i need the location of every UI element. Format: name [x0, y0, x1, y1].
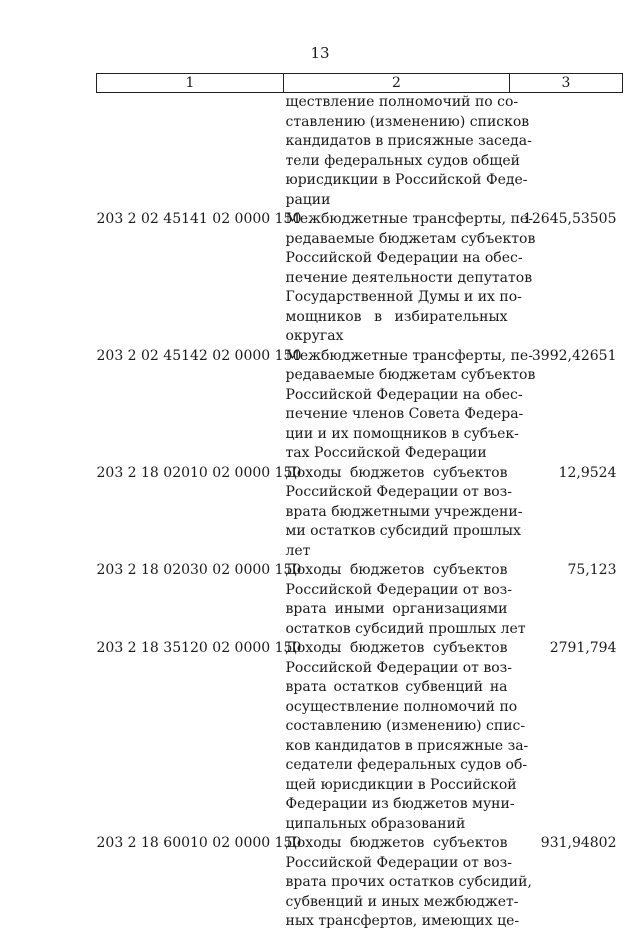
table-row: [97, 561, 623, 639]
description-line: Российской Федерации на обес-: [285, 386, 523, 403]
description-line: субвенций и иных межбюджет-: [285, 893, 519, 910]
description-line: врата прочих остатков субсидий,: [285, 874, 532, 890]
description-line: остатков субсидий прошлых лет: [285, 620, 526, 637]
description-line: кандидатов в присяжные заседа-: [285, 133, 532, 149]
description-line: печение деятельности депутатов: [285, 269, 533, 286]
description-line: округах: [285, 328, 344, 344]
description-line: Доходы бюджетов субъектов: [285, 640, 508, 656]
amount-value: 3992,42651: [531, 347, 617, 364]
table-row: [97, 347, 623, 464]
column-header-2: 2: [284, 74, 510, 93]
revenue-description: [284, 464, 523, 562]
description-line: ных трансфертов, имеющих це-: [285, 913, 520, 929]
description-line: Российской Федерации от воз-: [285, 484, 513, 500]
description-line: редаваемые бюджетам субъектов: [285, 230, 536, 247]
description-line: ков кандидатов в присяжные за-: [285, 737, 529, 754]
amount-value: [510, 93, 623, 211]
table-row: [97, 93, 623, 211]
description-line: осуществление полномочий по: [285, 698, 518, 715]
description-line: Доходы бюджетов субъектов: [285, 464, 508, 481]
description-line: врата бюджетными учреждени-: [285, 503, 523, 520]
classification-code: 203 2 18 35120 02 0000 150: [96, 640, 302, 656]
table-row: [97, 639, 623, 834]
description-line: Федерации из бюджетов муни-: [285, 796, 515, 812]
description-line: Российской Федерации от воз-: [285, 581, 513, 598]
amount-value: 2791,794: [549, 640, 617, 656]
description-line: ществление полномочий по со-: [285, 94, 519, 110]
description-line: Государственной Думы и их по-: [285, 289, 522, 305]
classification-code: 203 2 18 60010 02 0000 150: [96, 835, 302, 851]
description-line: Межбюджетные трансферты, пе-: [285, 211, 533, 227]
description-line: врата иными организациями: [285, 601, 508, 617]
revenue-description: [284, 347, 536, 464]
description-line: Российской Федерации от воз-: [285, 854, 513, 871]
page-number: 13: [310, 44, 330, 62]
table-header-row: [97, 74, 623, 93]
classification-code: [97, 93, 284, 211]
description-line: мощников в избирательных: [285, 308, 508, 325]
description-line: Межбюджетные трансферты, пе-: [285, 347, 533, 364]
budget-revenue-table: [96, 73, 623, 932]
classification-code: 203 2 02 45142 02 0000 150: [96, 347, 302, 364]
description-line: врата остатков субвенций на: [285, 679, 508, 695]
classification-code: 203 2 02 45141 02 0000 150: [96, 211, 302, 227]
table-row: [97, 834, 623, 932]
description-line: составлению (изменению) спис-: [285, 718, 526, 734]
amount-value: 931,94802: [540, 835, 617, 851]
description-line: седатели федеральных судов об-: [285, 757, 528, 773]
description-line: тели федеральных судов общей: [285, 152, 520, 169]
description-line: ставлению (изменению) списков: [285, 113, 530, 130]
description-line: лет: [285, 542, 311, 559]
revenue-description: [284, 561, 526, 639]
description-line: Доходы бюджетов субъектов: [285, 835, 508, 851]
description-line: ципальных образований: [285, 815, 466, 832]
revenue-description: [284, 93, 532, 211]
description-line: рации: [285, 191, 331, 208]
column-header-3: 3: [510, 74, 623, 93]
table-body: [97, 93, 623, 932]
description-line: щей юрисдикции в Российской: [285, 776, 517, 793]
description-line: Российской Федерации от воз-: [285, 659, 513, 676]
revenue-description: [284, 639, 529, 834]
description-line: тах Российской Федерации: [285, 445, 487, 461]
description-line: Доходы бюджетов субъектов: [285, 562, 508, 578]
description-line: Российской Федерации на обес-: [285, 250, 523, 266]
amount-value: 12,9524: [558, 464, 617, 481]
description-line: ми остатков субсидий прошлых: [285, 523, 521, 539]
description-line: редаваемые бюджетам субъектов: [285, 367, 536, 383]
column-header-1: 1: [97, 74, 284, 93]
revenue-description: [284, 834, 532, 932]
description-line: печение членов Совета Федера-: [285, 406, 524, 422]
classification-code: 203 2 18 02030 02 0000 150: [96, 562, 302, 578]
description-line: ции и их помощников в субъек-: [285, 425, 519, 442]
revenue-description: [284, 210, 536, 347]
amount-value: 75,123: [567, 562, 617, 578]
description-line: юрисдикции в Российской Феде-: [285, 172, 528, 188]
table-row: [97, 464, 623, 562]
classification-code: 203 2 18 02010 02 0000 150: [96, 464, 302, 481]
amount-value: 12645,53505: [522, 211, 617, 227]
table-row: [97, 210, 623, 347]
